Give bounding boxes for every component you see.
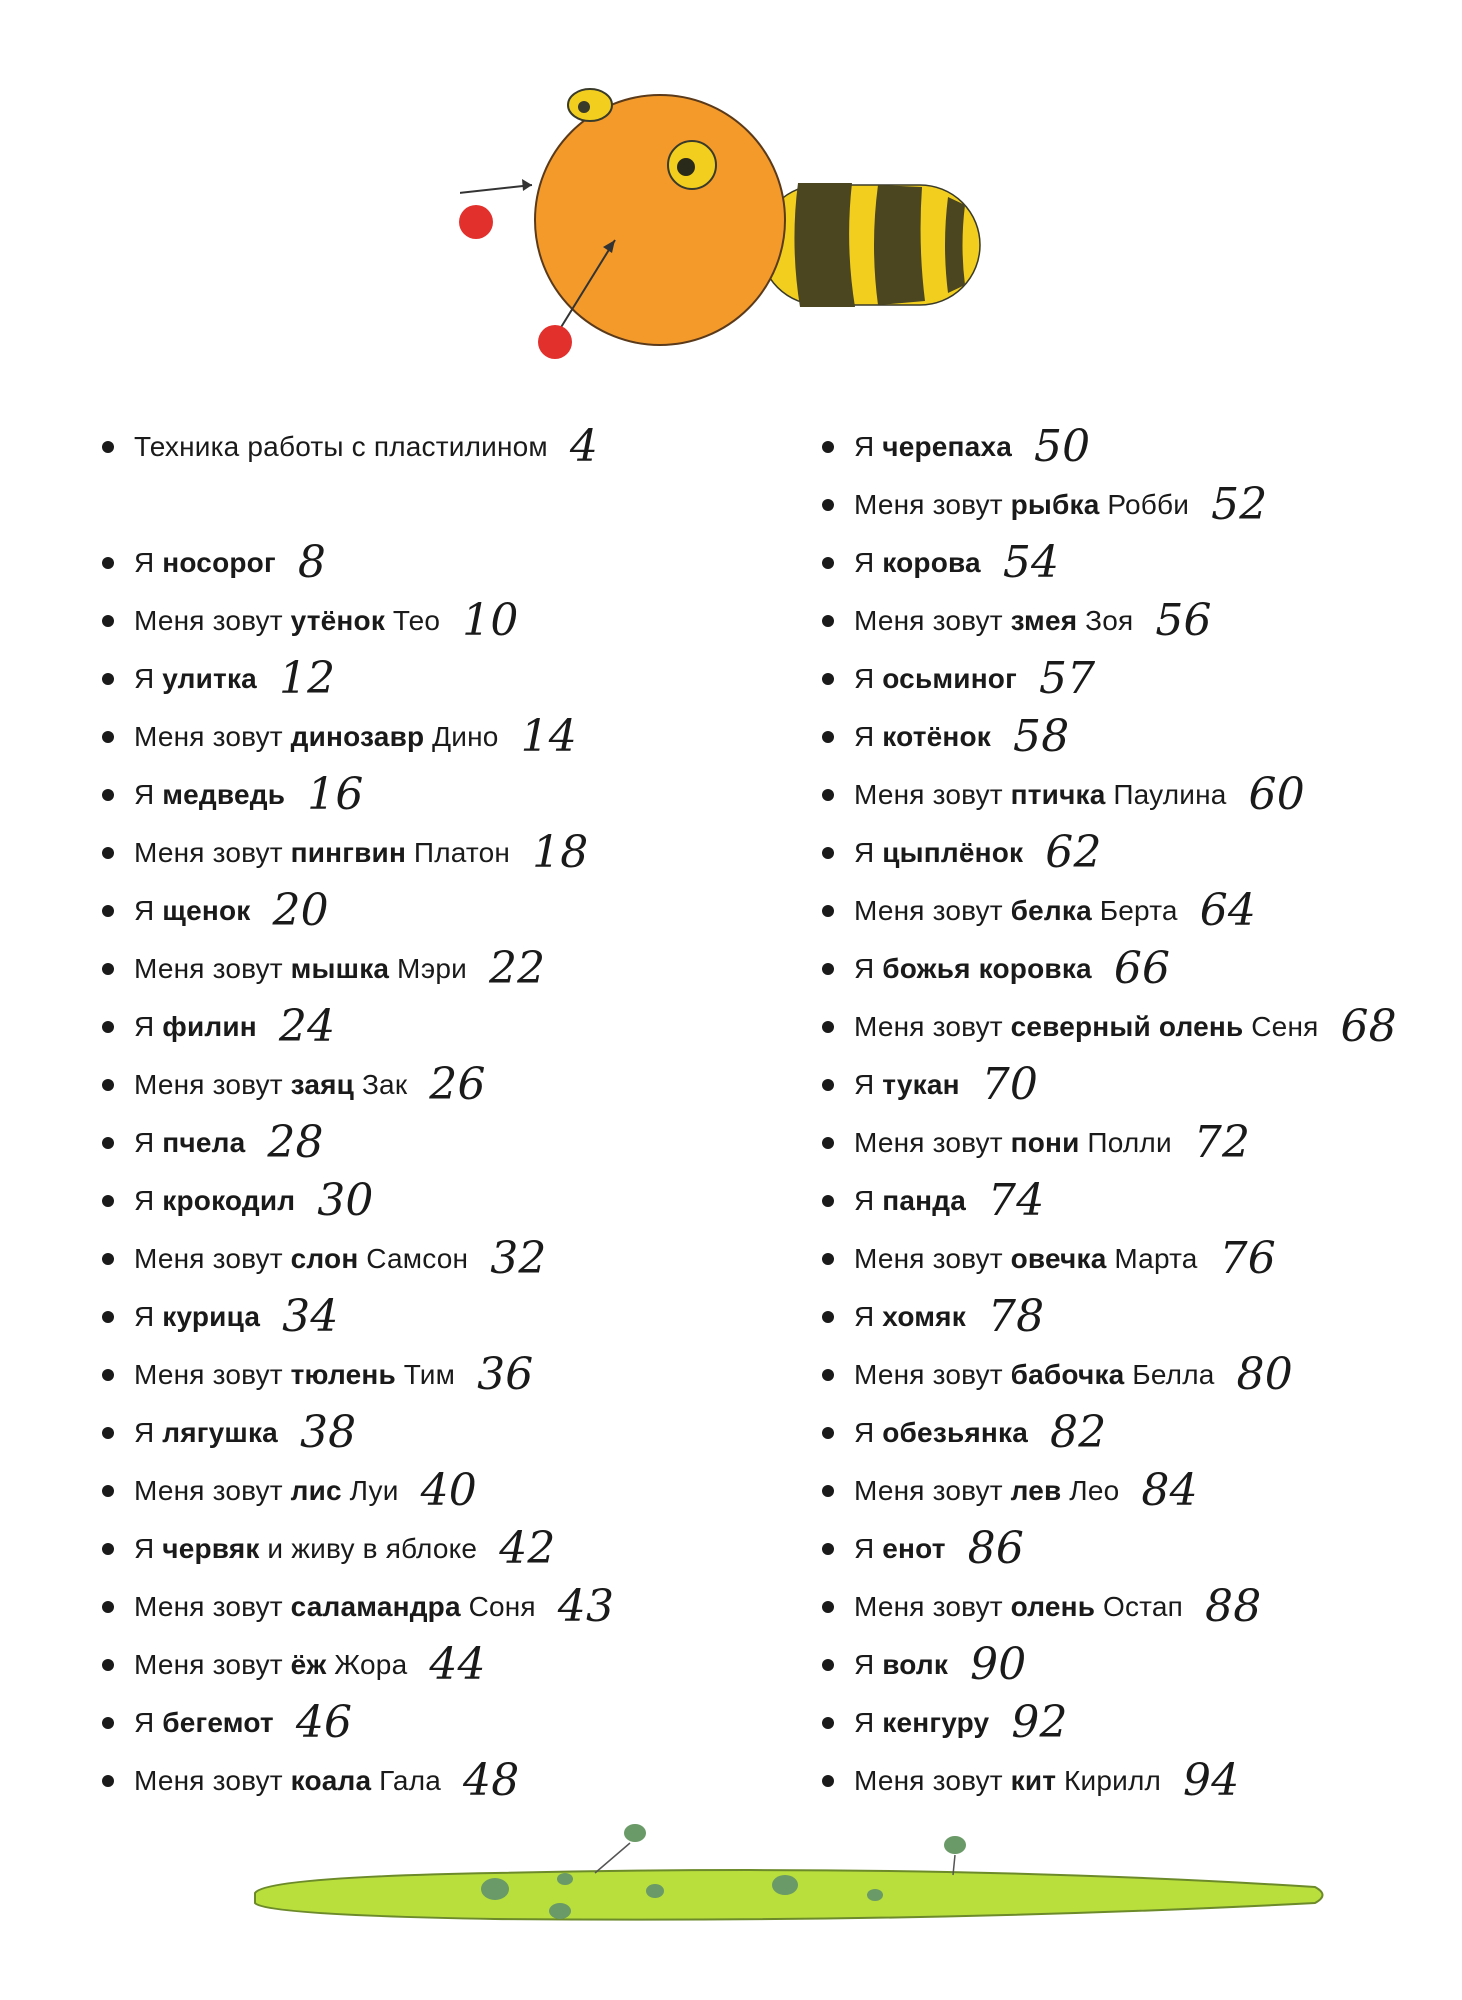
entry-suffix: Мэри [397,953,467,984]
bullet-icon [102,1485,114,1497]
page-number: 52 [1211,479,1268,530]
toc-right-column [820,418,1460,1810]
page-number: 60 [1248,769,1305,820]
entry-prefix: Меня зовут [134,837,283,868]
entry-animal: коала [290,1765,372,1796]
entry-prefix: Меня зовут [854,779,1003,810]
entry-animal: волк [882,1649,949,1680]
entry-suffix: Дино [432,721,499,752]
entry-animal: бегемот [162,1707,274,1738]
page-number: 26 [429,1059,486,1110]
entry-animal: божья коровка [882,953,1092,984]
entry-animal: заяц [290,1069,355,1100]
entry-animal: курица [162,1301,261,1332]
page-number: 28 [267,1117,324,1168]
toc-entry [100,1636,800,1694]
bullet-icon [102,963,114,975]
toc-entry [100,1520,800,1578]
worm-illustration [235,1815,1335,1935]
page-number: 46 [295,1697,353,1748]
page-number: 43 [557,1581,615,1632]
entry-animal: белка [1010,895,1092,926]
entry-animal: слон [290,1243,359,1274]
page-number: 64 [1199,885,1257,936]
toc-entry [100,998,800,1056]
toc-entry [820,534,1460,592]
toc-entry [820,1404,1460,1462]
entry-animal: лягушка [162,1417,278,1448]
page-number: 42 [499,1523,556,1574]
entry-prefix: Меня зовут [134,1359,283,1390]
toc-entry [100,1578,800,1636]
entry-animal: бабочка [1010,1359,1125,1390]
entry-animal: кит [1010,1765,1057,1796]
bullet-icon [822,1253,834,1265]
page-number: 22 [488,943,546,994]
entry-suffix: Зак [361,1069,408,1100]
toc-entry [820,592,1460,650]
entry-animal: пони [1010,1127,1080,1158]
entry-prefix: Я [134,663,155,694]
toc-entry [100,940,800,998]
toc-entry [100,1462,800,1520]
toc-entry [820,1172,1460,1230]
entry-suffix: Лео [1069,1475,1120,1506]
page-number: 62 [1045,827,1102,878]
entry-animal: щенок [162,895,251,926]
entry-prefix: Я [854,1649,875,1680]
page-number: 20 [272,885,329,936]
page-number: 58 [1013,711,1070,762]
page-number: 54 [1002,537,1060,588]
bullet-icon [102,1601,114,1613]
bullet-icon [822,1659,834,1671]
page-number: 10 [462,595,519,646]
entry-suffix: Робби [1107,489,1190,520]
toc-entry [820,998,1460,1056]
page-number: 36 [477,1349,534,1400]
entry-animal: кенгуру [882,1707,990,1738]
bullet-icon [102,441,114,453]
page-number: 18 [532,827,589,878]
entry-suffix: Кирилл [1064,1765,1162,1796]
bullet-icon [822,1427,834,1439]
entry-animal: цыплёнок [882,837,1024,868]
entry-suffix: Сеня [1251,1011,1319,1042]
bullet-icon [822,847,834,859]
bullet-icon [102,1427,114,1439]
entry-prefix: Я [134,1533,155,1564]
toc-entry [100,1752,800,1810]
toc-entry [100,708,800,766]
entry-prefix: Меня зовут [134,1243,283,1274]
entry-animal: хомяк [882,1301,966,1332]
entry-prefix: Меня зовут [854,1591,1003,1622]
entry-animal: пчела [162,1127,246,1158]
toc-left-column [100,418,800,1810]
entry-suffix: Зоя [1085,605,1134,636]
entry-prefix: Я [854,1533,875,1564]
entry-prefix: Меня зовут [134,1069,283,1100]
entry-animal: северный олень [1010,1011,1244,1042]
entry-prefix: Меня зовут [854,1475,1003,1506]
entry-animal: панда [882,1185,966,1216]
toc-entry [100,1172,800,1230]
entry-animal: улитка [162,663,257,694]
page-number: 8 [297,537,327,588]
entry-prefix: Я [134,1707,155,1738]
bullet-icon [822,1717,834,1729]
entry-animal: динозавр [290,721,425,752]
entry-prefix: Меня зовут [854,1243,1003,1274]
bullet-icon [102,1195,114,1207]
toc-entry [100,1288,800,1346]
bullet-icon [822,557,834,569]
entry-prefix: Меня зовут [854,489,1003,520]
entry-prefix: Меня зовут [854,895,1003,926]
entry-suffix: и живу в яблоке [267,1533,478,1564]
bullet-icon [822,1311,834,1323]
toc-entry [100,1230,800,1288]
entry-prefix: Меня зовут [134,953,283,984]
bullet-icon [102,557,114,569]
entry-prefix: Я [854,1707,875,1738]
page-number: 32 [490,1233,547,1284]
page-number: 94 [1183,1755,1240,1806]
bullet-icon [822,1369,834,1381]
page-number: 74 [988,1175,1045,1226]
entry-prefix: Я [134,547,155,578]
page-number: 72 [1193,1117,1251,1168]
entry-prefix: Я [134,895,155,926]
bullet-icon [102,1659,114,1671]
entry-prefix: Я [854,547,875,578]
toc-entry [100,1114,800,1172]
toc-entry [820,476,1460,534]
entry-prefix: Я [134,1011,155,1042]
bullet-icon [102,615,114,627]
entry-animal: корова [882,547,981,578]
entry-animal: осьминог [882,663,1017,694]
entry-prefix: Меня зовут [134,1475,283,1506]
toc-entry [100,534,800,592]
bullet-icon [102,1369,114,1381]
entry-animal: носорог [162,547,276,578]
page-number: 4 [569,421,599,472]
entry-suffix: Самсон [366,1243,469,1274]
toc-entry [820,1230,1460,1288]
entry-prefix: Я [854,1185,875,1216]
page-number: 82 [1050,1407,1107,1458]
toc-entry [820,650,1460,708]
entry-prefix: Меня зовут [854,605,1003,636]
bullet-icon [102,1717,114,1729]
entry-prefix: Меня зовут [854,1127,1003,1158]
toc-entry [820,1114,1460,1172]
bullet-icon [102,731,114,743]
toc-entry [820,1288,1460,1346]
entry-prefix: Меня зовут [134,1591,283,1622]
bullet-icon [822,1485,834,1497]
entry-animal: ёж [290,1649,327,1680]
entry-animal: овечка [1010,1243,1107,1274]
page-number: 38 [299,1407,357,1458]
toc-entry [820,1520,1460,1578]
page-number: 24 [278,1001,336,1052]
entry-suffix: Соня [468,1591,536,1622]
page-number: 30 [317,1175,374,1226]
page-number: 86 [967,1523,1025,1574]
page-number: 48 [463,1755,520,1806]
page-number: 78 [987,1291,1045,1342]
bullet-icon [102,1079,114,1091]
entry-prefix: Я [854,1069,875,1100]
bullet-icon [822,1137,834,1149]
entry-prefix: Меня зовут [134,1649,283,1680]
entry-animal: лис [290,1475,342,1506]
entry-animal: обезьянка [882,1417,1028,1448]
entry-animal: саламандра [290,1591,461,1622]
entry-suffix: Полли [1087,1127,1172,1158]
entry-suffix: Луи [349,1475,399,1506]
entry-prefix: Техника работы с пластилином [134,431,548,462]
entry-animal: птичка [1010,779,1106,810]
page-number: 12 [278,653,336,704]
bullet-icon [822,1021,834,1033]
bullet-icon [102,673,114,685]
page-number: 66 [1113,943,1171,994]
entry-prefix: Я [134,1127,155,1158]
toc-entry [100,1694,800,1752]
entry-prefix: Я [854,721,875,752]
bullet-icon [822,673,834,685]
entry-prefix: Я [854,953,875,984]
entry-prefix: Я [854,431,875,462]
page-number: 68 [1340,1001,1397,1052]
bullet-icon [102,789,114,801]
entry-suffix: Гала [379,1765,442,1796]
toc-entry [100,418,800,476]
page-number: 80 [1236,1349,1293,1400]
bullet-icon [102,1775,114,1787]
entry-suffix: Платон [413,837,511,868]
entry-animal: черепаха [882,431,1012,462]
bullet-icon [822,499,834,511]
toc-entry [820,1056,1460,1114]
entry-suffix: Остап [1102,1591,1184,1622]
entry-suffix: Белла [1132,1359,1215,1390]
bullet-icon [822,905,834,917]
toc-entry [100,1404,800,1462]
toc-entry [100,592,800,650]
bullet-icon [822,1195,834,1207]
toc-entry [820,1752,1460,1810]
entry-animal: крокодил [162,1185,296,1216]
entry-animal: тюлень [290,1359,396,1390]
toc-entry [100,1056,800,1114]
entry-animal: котёнок [882,721,992,752]
toc-entry [820,882,1460,940]
bee-body [760,183,980,307]
bullet-icon [822,441,834,453]
entry-animal: олень [1010,1591,1096,1622]
page-number: 56 [1155,595,1212,646]
entry-animal: рыбка [1010,489,1100,520]
bullet-icon [822,1079,834,1091]
entry-suffix: Марта [1114,1243,1198,1274]
entry-animal: медведь [162,779,286,810]
page-number: 88 [1205,1581,1262,1632]
bullet-icon [822,1543,834,1555]
toc-entry [820,1346,1460,1404]
page-number: 40 [420,1465,477,1516]
toc-entry [820,766,1460,824]
entry-animal: змея [1010,605,1078,636]
toc-entry [100,766,800,824]
entry-prefix: Я [134,1301,155,1332]
entry-prefix: Меня зовут [134,605,283,636]
entry-suffix: Берта [1099,895,1178,926]
toc-entry [820,1578,1460,1636]
page-number: 70 [981,1059,1039,1110]
entry-prefix: Я [134,1417,155,1448]
page-number: 84 [1141,1465,1198,1516]
page-number: 92 [1011,1697,1068,1748]
entry-suffix: Тим [403,1359,456,1390]
toc-entry [100,882,800,940]
bullet-icon [102,905,114,917]
page-number: 14 [520,711,577,762]
entry-prefix: Меня зовут [854,1359,1003,1390]
entry-suffix: Паулина [1113,779,1227,810]
page-number: 34 [282,1291,339,1342]
bullet-icon [102,1311,114,1323]
entry-animal: тукан [882,1069,960,1100]
entry-suffix: Тео [392,605,441,636]
page-number: 57 [1038,653,1096,704]
entry-animal: филин [162,1011,257,1042]
entry-suffix: Жора [334,1649,408,1680]
entry-prefix: Я [854,663,875,694]
entry-prefix: Меня зовут [854,1765,1003,1796]
toc-entry [820,418,1460,476]
entry-prefix: Меня зовут [134,721,283,752]
bullet-icon [822,1775,834,1787]
entry-prefix: Меня зовут [854,1011,1003,1042]
page-number: 16 [307,769,364,820]
toc-entry [820,1462,1460,1520]
entry-animal: енот [882,1533,946,1564]
bullet-icon [822,1601,834,1613]
bullet-icon [822,963,834,975]
entry-animal: червяк [162,1533,260,1564]
bee-eye [668,141,716,189]
entry-animal: лев [1010,1475,1062,1506]
bullet-icon [102,1543,114,1555]
bullet-icon [822,615,834,627]
page-number: 90 [970,1639,1027,1690]
antenna-balls [440,180,590,380]
entry-animal: пингвин [290,837,407,868]
toc-entry [100,1346,800,1404]
page-number: 50 [1033,421,1091,472]
toc-entry [820,708,1460,766]
bullet-icon [822,731,834,743]
toc-entry [100,824,800,882]
entry-prefix: Я [134,779,155,810]
entry-animal: утёнок [290,605,386,636]
page-number: 76 [1219,1233,1276,1284]
bullet-icon [102,847,114,859]
entry-prefix: Я [134,1185,155,1216]
bullet-icon [102,1021,114,1033]
entry-prefix: Я [854,1301,875,1332]
toc-entry [820,824,1460,882]
entry-animal: мышка [290,953,390,984]
bullet-icon [822,789,834,801]
toc-entry [820,1636,1460,1694]
page-number: 44 [429,1639,486,1690]
entry-prefix: Я [854,837,875,868]
toc-entry [820,1694,1460,1752]
toc-entry [100,650,800,708]
entry-prefix: Меня зовут [134,1765,283,1796]
bee-ear [568,89,612,121]
bullet-icon [102,1137,114,1149]
toc-entry [820,940,1460,998]
bullet-icon [102,1253,114,1265]
entry-prefix: Я [854,1417,875,1448]
